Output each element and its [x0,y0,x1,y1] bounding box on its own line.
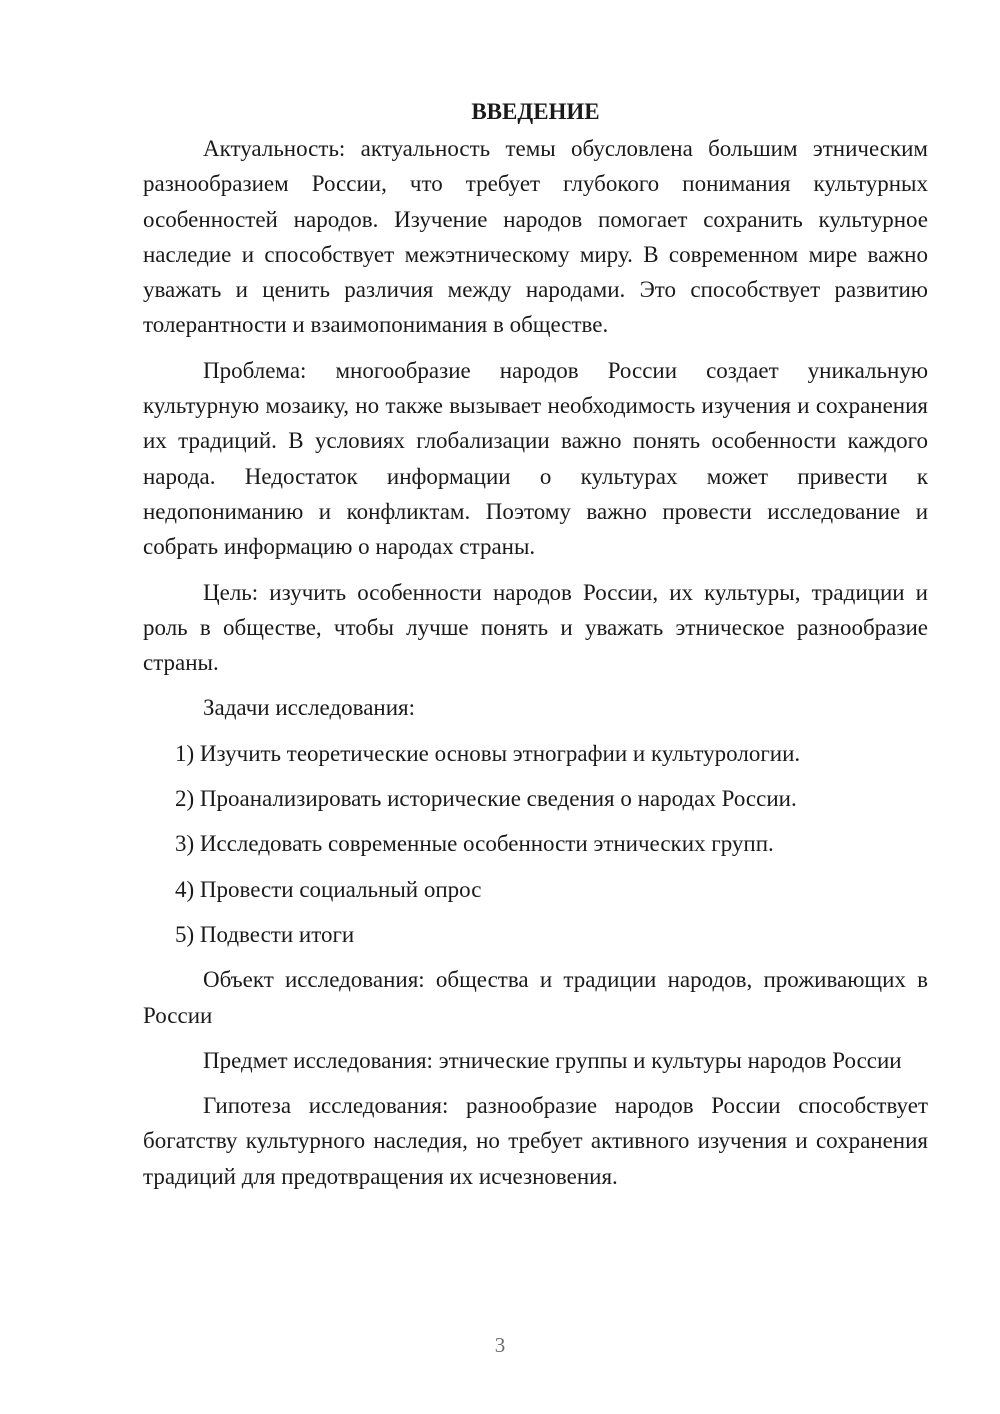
page-title: ВВЕДЕНИЕ [471,99,600,124]
task-item-1: 1) Изучить теоретические основы этнографии и культурологии. [175,740,801,766]
object-paragraph: Объект исследования: общества и традиции народов, проживающих в России [143,967,928,1028]
hypothesis-paragraph: Гипотеза исследования: разнообразие народов России способствует богатству культурного наследия, но требует активного изучения и сохранения традиций для предотвращения их исчезновения. [143,1093,928,1189]
document-page [143,94,928,1204]
task-item-5: 5) Подвести итоги [175,921,355,947]
task-list [143,736,928,952]
task-item-4: 4) Провести социальный опрос [175,876,482,902]
problem-paragraph: Проблема: многообразие народов России создает уникальную культурную мозаику, но также вызывает необходимость изучения и сохранения их традиций. В условиях глобализации важно понять особенности каждого народа. Недостаток информации о культурах может привести к недопониманию и конфликтам. Поэтому важно провести исследование и собрать информацию о народах страны. [143,357,928,560]
relevance-paragraph: Актуальность: актуальность темы обусловлена большим этническим разнообразием России, что требует глубокого понимания культурных особенностей народов. Изучение народов помогает сохранить культурное наследие и способствует межэтническому миру. В современном мире важно уважать и ценить различия между народами. Это способствует развитию толерантности и взаимопонимания в обществе. [143,136,928,338]
page-number: 3 [494,1333,506,1357]
task-item-2: 2) Проанализировать исторические сведения о народах России. [175,786,797,812]
tasks-heading: Задачи исследования: [203,695,416,721]
task-item-3: 3) Исследовать современные особенности этнических групп. [175,831,774,857]
subject-paragraph: Предмет исследования: этнические группы и культуры народов России [203,1047,902,1073]
goal-paragraph: Цель: изучить особенности народов России, их культуры, традиции и роль в обществе, чтобы лучше понять и уважать этническое разнообразие страны. [143,579,928,676]
